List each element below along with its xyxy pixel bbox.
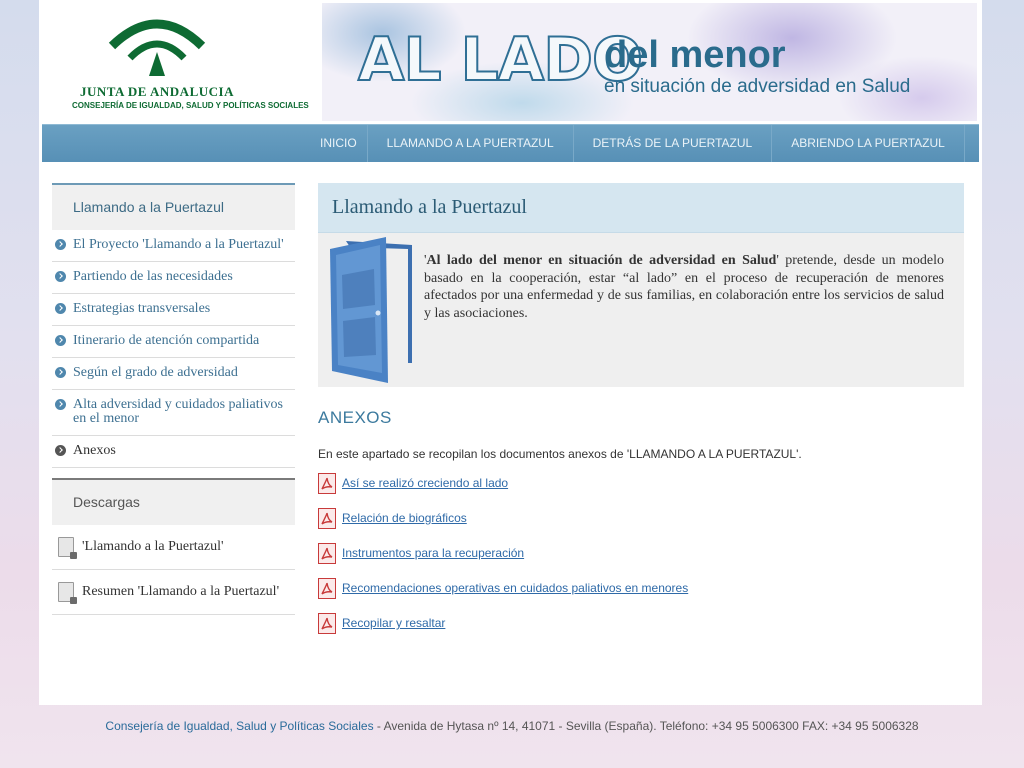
pdf-icon [318,613,336,634]
sidebar-item-grado[interactable] [52,358,295,390]
anexo-link-recopilar[interactable]: Recopilar y resaltar [342,616,446,630]
logo-department: CONSEJERÍA DE IGUALDAD, SALUD Y POLÍTICAS SOCIALES [72,101,309,110]
sidebar-item-anexos[interactable] [52,436,295,468]
arrow-bullet-icon [55,271,66,282]
nav-item-abriendo[interactable]: ABRIENDO LA PUERTAZUL [771,125,965,162]
page-container [39,0,982,705]
pdf-icon [318,473,336,494]
pdf-icon [318,578,336,599]
download-item-llamando[interactable] [52,525,295,570]
sidebar-item-label: Partiendo de las necesidades [73,269,233,284]
intro-rest: ' pretende, desde un modelo basado en la cooperación, estar “al lado” en el proceso de recuperación de menores afectados por una enfermedad y de sus familias, en colaboración entre los servicios de salud y las asociaciones. [424,253,944,321]
banner-title: AL LADO [358,25,643,95]
sidebar-heading: Llamando a la Puertazul [52,183,295,230]
sidebar-item-alta-adversidad[interactable] [52,390,295,436]
file-download-icon [58,582,74,602]
main-nav [42,124,979,162]
nav-item-inicio[interactable]: INICIO [320,136,357,150]
intro-box [318,233,964,387]
download-label: Resumen 'Llamando a la Puertazul' [82,584,280,599]
sidebar-item-label: Anexos [73,443,116,458]
anexo-link-creciendo[interactable]: Así se realizó creciendo al lado [342,476,509,490]
intro-text [424,252,944,322]
arrow-bullet-icon [55,399,66,410]
arrow-bullet-icon [55,335,66,346]
sidebar-item-label: Estrategias transversales [73,301,211,316]
sidebar-item-label: Itinerario de atención compartida [73,333,260,348]
anexo-link-instrumentos[interactable]: Instrumentos para la recuperación [342,546,525,560]
anexos-description: En este apartado se recopilan los documentos anexos de 'LLAMANDO A LA PUERTAZUL'. [318,447,802,461]
arrow-bullet-icon [55,239,66,250]
footer-address: - Avenida de Hytasa nº 14, 41071 - Sevilla (España). Teléfono: +34 95 5006300 FAX: +34 95 5006328 [373,719,919,733]
banner-menor: del menor [604,34,786,76]
intro-bold: Al lado del menor en situación de adversidad en Salud [426,253,777,268]
banner [322,3,977,121]
footer-org[interactable]: Consejería de Igualdad, Salud y Políticas Sociales [105,719,374,733]
blue-door-icon [328,235,420,385]
intro-quote: ' [424,253,427,268]
sidebar-item-label: Alta adversidad y cuidados paliativos en el menor [73,397,283,426]
logo-name: JUNTA DE ANDALUCIA [80,84,234,99]
sidebar-item-itinerario[interactable] [52,326,295,358]
sidebar [52,183,295,615]
pdf-icon [318,543,336,564]
sidebar-item-label: El Proyecto 'Llamando a la Puertazul' [73,237,284,252]
nav-item-detras[interactable]: DETRÁS DE LA PUERTAZUL [573,125,772,162]
arrow-bullet-icon [55,445,66,456]
pdf-icon [318,508,336,529]
junta-andalucia-logo[interactable] [72,8,309,118]
downloads-heading: Descargas [52,478,295,525]
sidebar-item-label: Según el grado de adversidad [73,365,238,380]
arrow-bullet-icon [55,303,66,314]
header [39,0,982,123]
sidebar-item-proyecto[interactable] [52,230,295,262]
nav-item-llamando[interactable]: LLAMANDO A LA PUERTAZUL [367,125,573,162]
anexo-link-recomendaciones[interactable]: Recomendaciones operativas en cuidados paliativos en menores [342,581,689,595]
main-content [318,183,964,630]
sidebar-item-necesidades[interactable] [52,262,295,294]
file-download-icon [58,537,74,557]
download-label: 'Llamando a la Puertazul' [82,539,224,554]
anexos-heading: ANEXOS [318,408,392,427]
banner-subtitle: en situación de adversidad en Salud [604,76,911,97]
sidebar-item-estrategias[interactable] [52,294,295,326]
anexo-link-biograficos[interactable]: Relación de biográficos [342,511,467,525]
page-title: Llamando a la Puertazul [318,183,964,233]
logo-emblem-icon [72,8,242,84]
footer [0,719,1024,733]
arrow-bullet-icon [55,367,66,378]
download-item-resumen[interactable] [52,570,295,615]
